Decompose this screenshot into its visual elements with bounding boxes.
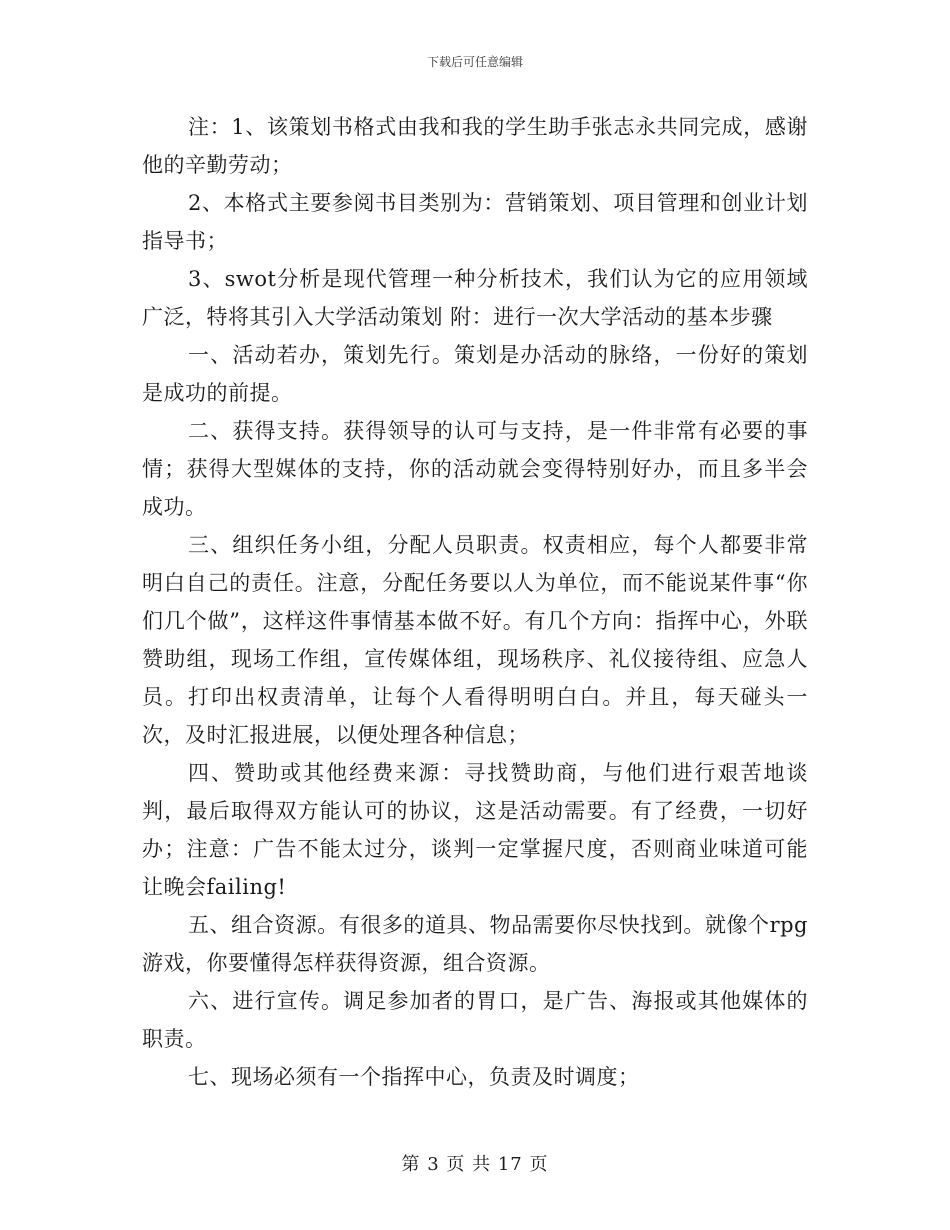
step-paragraph-7: 七、现场必须有一个指挥中心，负责及时调度；	[188, 1065, 640, 1089]
step-paragraph-3: 三、组织任务小组，分配人员职责。权责相应，每个人都要非常明白自己的责任。注意，分配任务要以人为单位，而不能说某件事“你们几个做”，这样这件事情基本做不好。有几个方向：指挥中心，外联赞助组，现场工作组，宣传媒体组，现场秩序、礼仪接待组、应急人员。打印出权责清单，让每个人看得明明白白。并且，每天碰头一次，及时汇报进展，以便处理各种信息；	[142, 533, 808, 747]
step-paragraph-4: 四、赞助或其他经费来源：寻找赞助商，与他们进行艰苦地谈判，最后取得双方能认可的协议，这是活动需要。有了经费，一切好办；注意：广告不能太过分，谈判一定掌握尺度，否则商业味道可能让晚会failing!	[142, 761, 808, 899]
document-body	[142, 108, 808, 1096]
step-paragraph-1: 一、活动若办，策划先行。策划是办活动的脉络，一份好的策划是成功的前提。	[142, 343, 808, 405]
page-header: 下载后可任意编辑	[426, 55, 523, 69]
note-paragraph-1: 注：1、该策划书格式由我和我的学生助手张志永共同完成，感谢他的辛勤劳动；	[142, 115, 808, 177]
step-paragraph-2: 二、获得支持。获得领导的认可与支持，是一件非常有必要的事情；获得大型媒体的支持，你的活动就会变得特别好办，而且多半会成功。	[142, 419, 808, 519]
page-number-footer: 第 3 页 共 17 页	[401, 1154, 549, 1175]
note-paragraph-3: 3、swot分析是现代管理一种分析技术，我们认为它的应用领域广泛，特将其引入大学活动策划 附：进行一次大学活动的基本步骤	[142, 267, 808, 329]
step-paragraph-6: 六、进行宣传。调足参加者的胃口，是广告、海报或其他媒体的职责。	[142, 989, 808, 1051]
note-paragraph-2: 2、本格式主要参阅书目类别为：营销策划、项目管理和创业计划指导书；	[142, 191, 808, 253]
step-paragraph-5: 五、组合资源。有很多的道具、物品需要你尽快找到。就像个rpg游戏，你要懂得怎样获得资源，组合资源。	[142, 913, 808, 975]
